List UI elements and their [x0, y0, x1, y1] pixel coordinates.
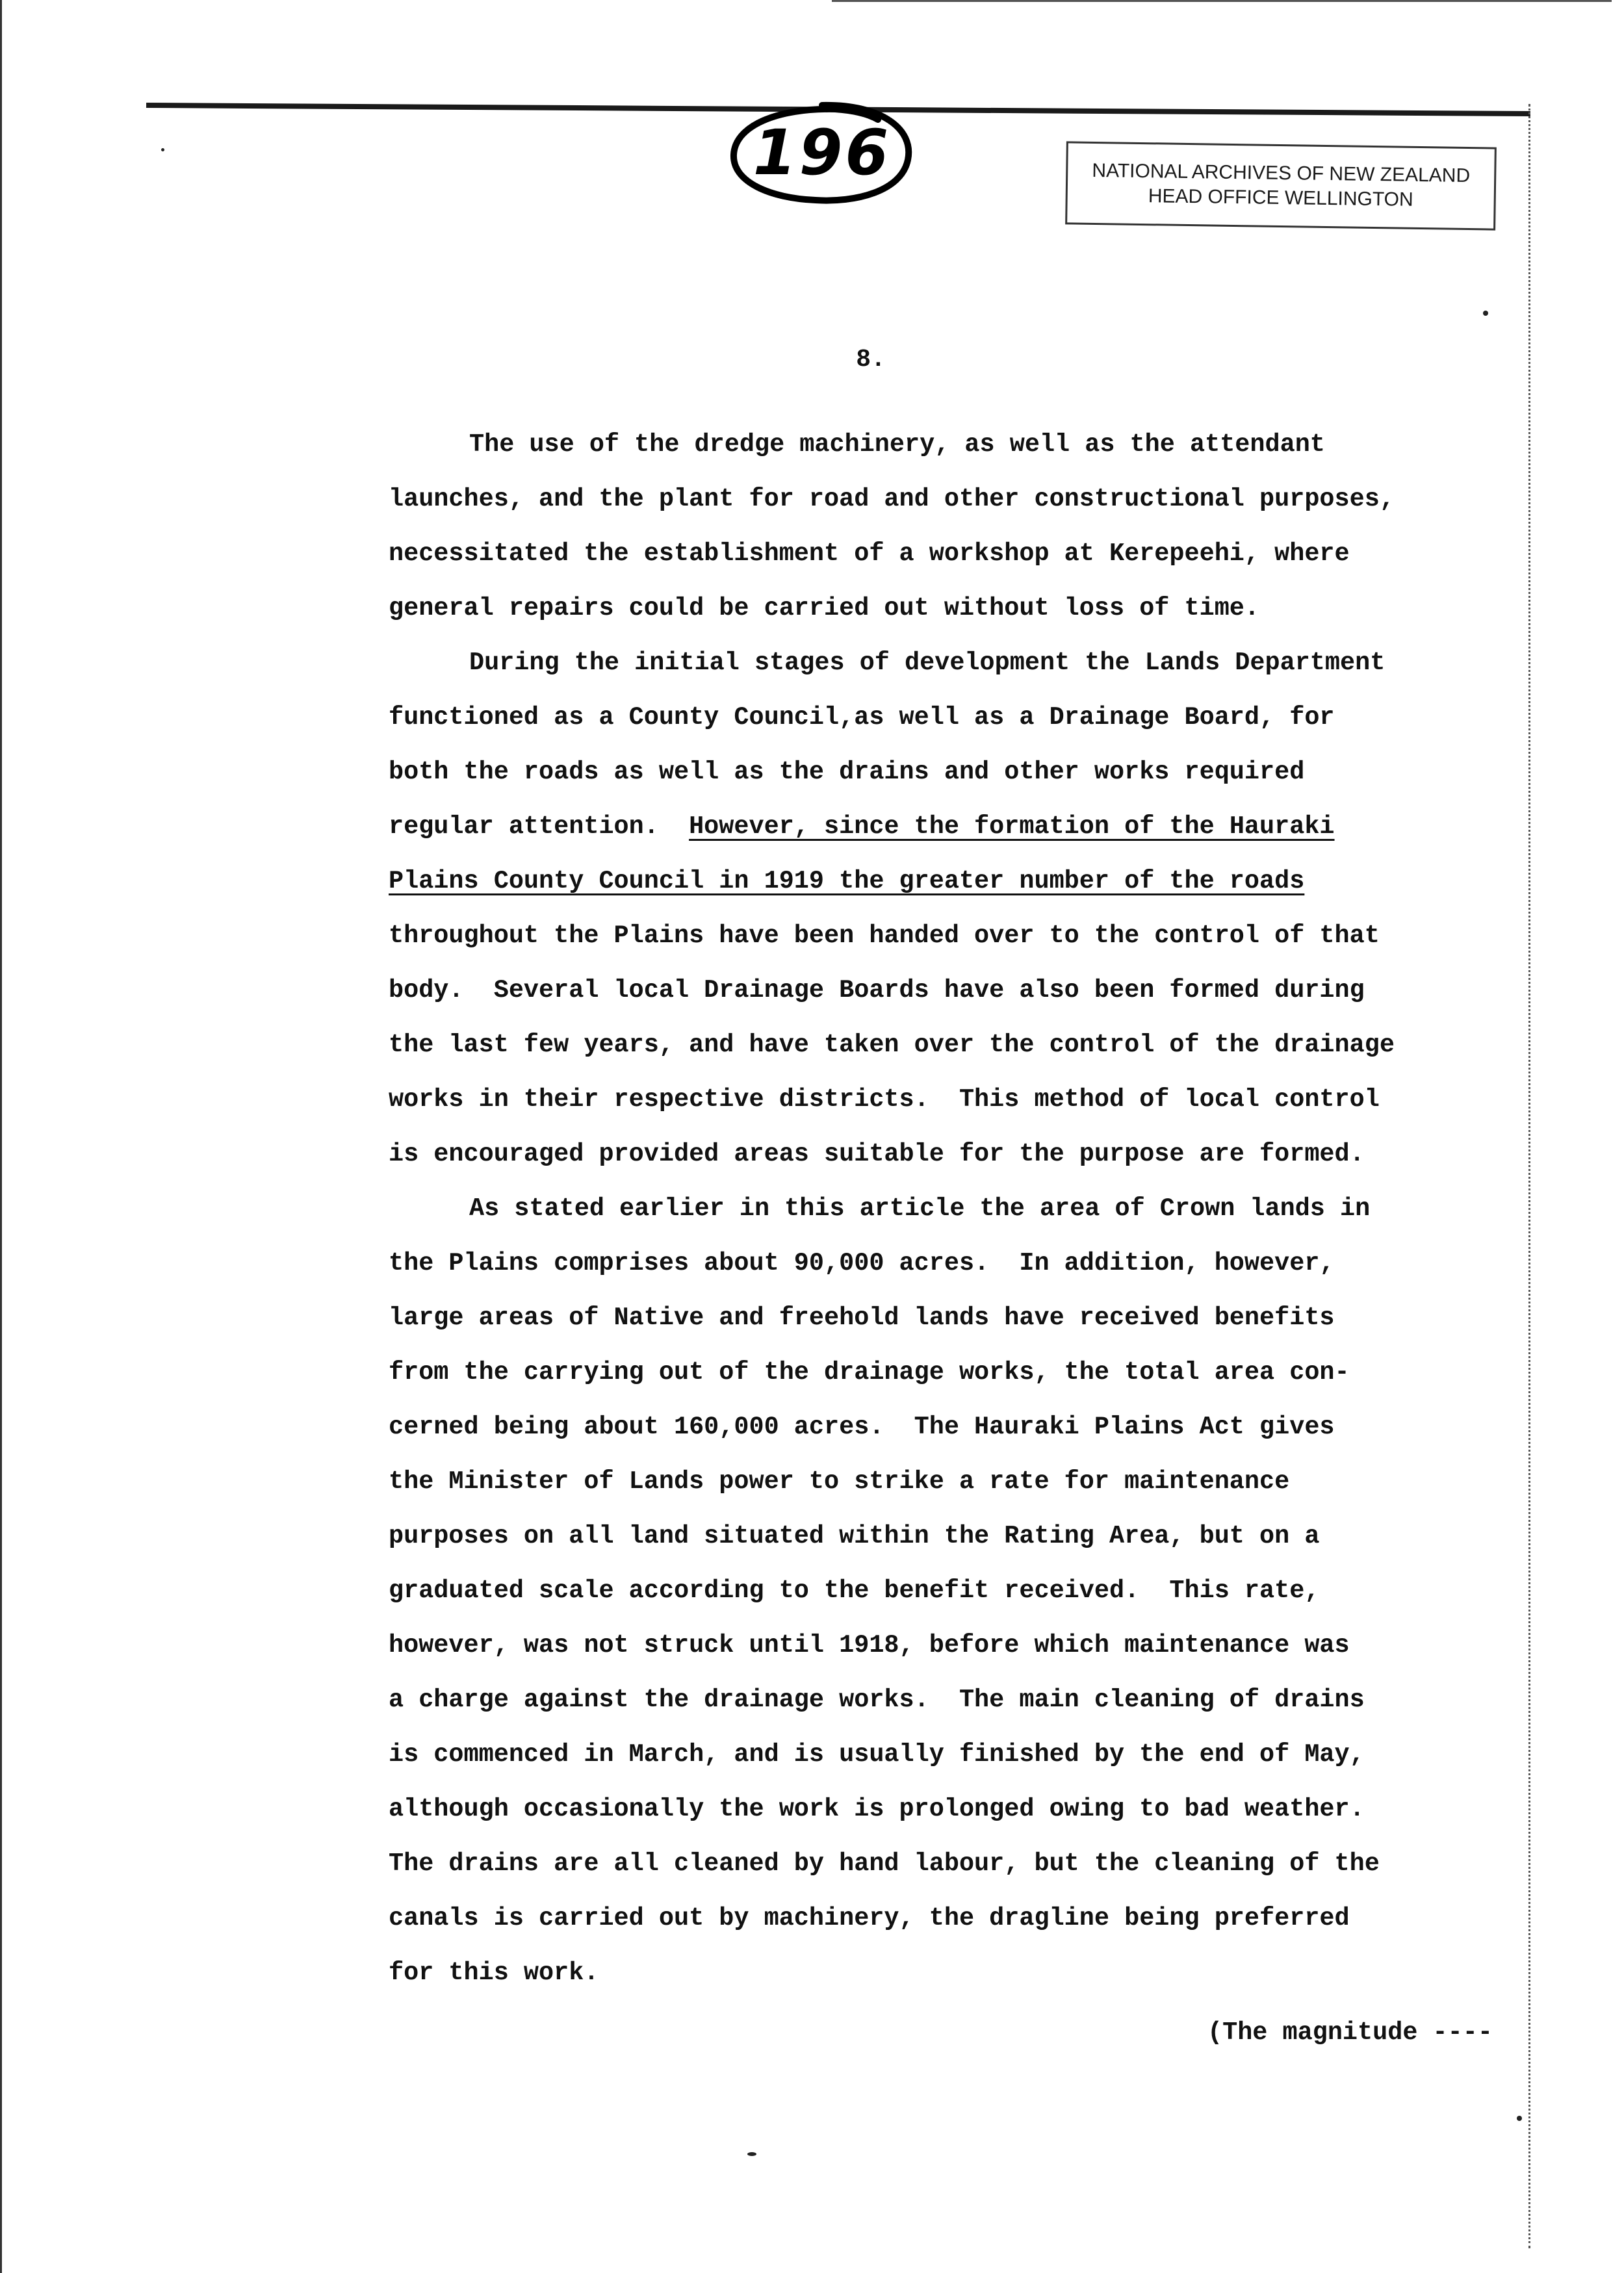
text-line — [389, 862, 1304, 901]
text-segment: regular attention. — [389, 812, 690, 841]
underlined-text: Plains County Council in 1919 the greater number of the roads — [389, 867, 1305, 895]
text-line: a charge against the drainage works. The main cleaning of drains — [389, 1686, 1365, 1714]
text-line: functioned as a County Council,as well as a Drainage Board, for — [389, 703, 1335, 732]
text-line: for this work. — [389, 1958, 599, 1987]
text-line: The use of the dredge machinery, as well as the attendant — [469, 430, 1325, 459]
text-line: canals is carried out by machinery, the dragline being preferred — [389, 1904, 1350, 1933]
text-line: however, was not struck until 1918, before which maintenance was — [389, 1631, 1350, 1660]
underlined-text: However, since the formation of the Hauraki — [689, 812, 1335, 841]
text-line: is encouraged provided areas suitable for the purpose are formed. — [389, 1140, 1365, 1168]
text-line: The drains are all cleaned by hand labour, but the cleaning of the — [389, 1849, 1380, 1878]
text-line: throughout the Plains have been handed over to the control of that — [389, 921, 1380, 950]
text-line: general repairs could be carried out without loss of time. — [389, 594, 1260, 623]
text-line: large areas of Native and freehold lands have received benefits — [389, 1303, 1335, 1332]
text-line: the Plains comprises about 90,000 acres. In addition, however, — [389, 1249, 1335, 1278]
page-number: 8. — [856, 346, 886, 374]
text-line: launches, and the plant for road and other constructional purposes, — [389, 485, 1395, 513]
folio-number: 196 — [753, 116, 892, 189]
text-line: purposes on all land situated within the Rating Area, but on a — [389, 1522, 1320, 1550]
text-line: graduated scale according to the benefit received. This rate, — [389, 1576, 1320, 1605]
text-line: During the initial stages of development the Lands Department — [469, 649, 1386, 677]
text-line: is commenced in March, and is usually finished by the end of May, — [389, 1740, 1365, 1769]
stamp-line-1: NATIONAL ARCHIVES OF NEW ZEALAND — [1092, 159, 1471, 187]
text-line: necessitated the establishment of a workshop at Kerepeehi, where — [389, 539, 1350, 568]
text-line: the Minister of Lands power to strike a rate for maintenance — [389, 1467, 1290, 1496]
text-line: cerned being about 160,000 acres. The Hauraki Plains Act gives — [389, 1413, 1335, 1441]
text-line: although occasionally the work is prolonged owing to bad weather. — [389, 1795, 1365, 1823]
continuation-catchword: (The magnitude ---- — [1207, 2018, 1493, 2047]
text-line: both the roads as well as the drains and other works required — [389, 758, 1305, 786]
stamp-line-2: HEAD OFFICE WELLINGTON — [1148, 185, 1413, 211]
text-line: body. Several local Drainage Boards have also been formed during — [389, 976, 1365, 1005]
text-line — [389, 807, 1335, 846]
text-line: the last few years, and have taken over the control of the drainage — [389, 1031, 1395, 1059]
text-line: works in their respective districts. This method of local control — [389, 1085, 1380, 1114]
text-line: from the carrying out of the drainage works, the total area con- — [389, 1358, 1350, 1387]
text-line: As stated earlier in this article the area of Crown lands in — [469, 1194, 1371, 1223]
